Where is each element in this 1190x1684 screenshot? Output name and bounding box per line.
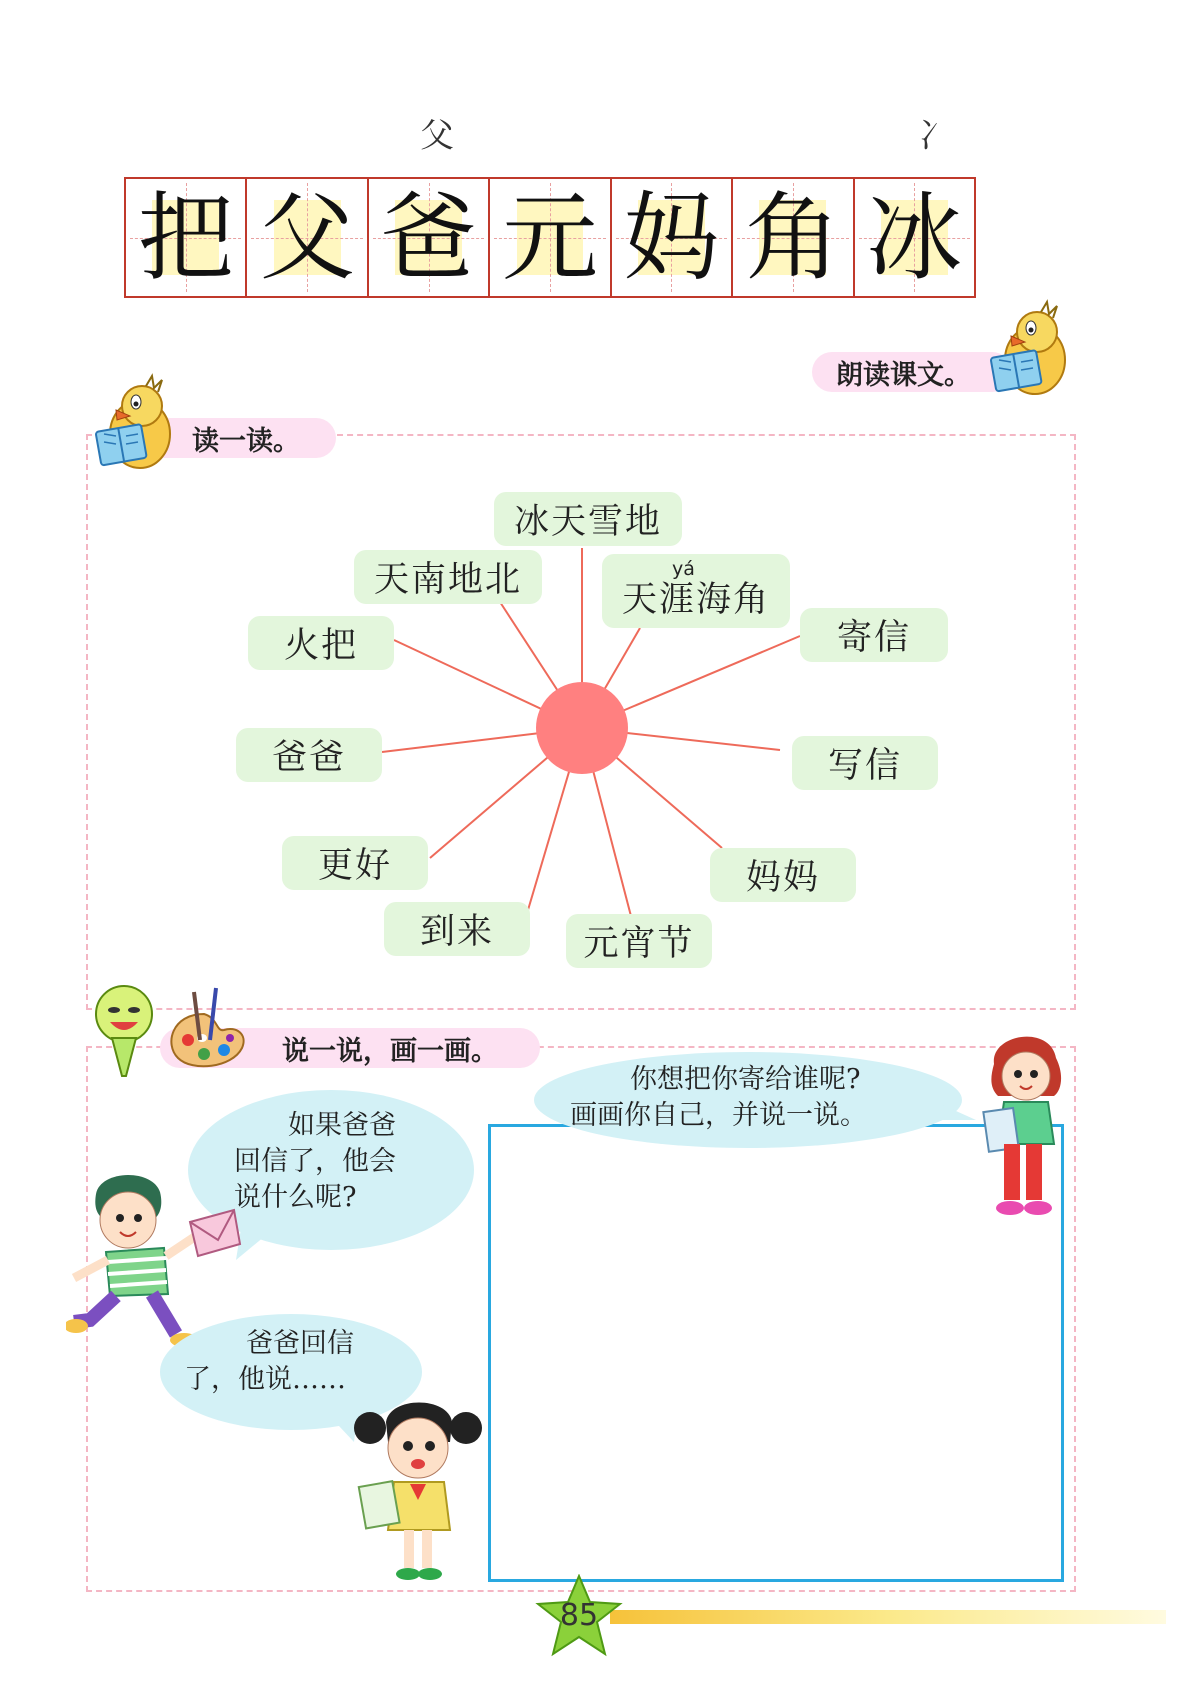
word-yuan-xiao-jie: 元宵节 bbox=[566, 914, 712, 968]
character: 元 bbox=[501, 181, 598, 294]
word-xie-xin: 写信 bbox=[792, 736, 938, 790]
character: 妈 bbox=[623, 181, 720, 294]
character: 角 bbox=[744, 181, 841, 294]
girl-with-pigtails-illustration bbox=[350, 1392, 486, 1586]
drawing-area[interactable] bbox=[488, 1124, 1064, 1582]
talk-draw-label: 说一说，画一画。 bbox=[282, 1035, 498, 1067]
bubble-tail bbox=[936, 1098, 976, 1128]
character: 把 bbox=[137, 181, 234, 294]
character: 父 bbox=[259, 181, 356, 294]
bubble-line: 回信了，他会 bbox=[234, 1146, 396, 1177]
word-tian-ya-hai-jiao: yá 天涯海角 bbox=[602, 554, 790, 628]
bubble-tail bbox=[236, 1222, 286, 1262]
page-number: 85 bbox=[559, 1598, 599, 1633]
word-ba-ba: 爸爸 bbox=[236, 728, 382, 782]
word-dao-lai: 到来 bbox=[384, 902, 530, 956]
palette-icon bbox=[158, 984, 250, 1076]
bubble-line: 了，他说…… bbox=[184, 1364, 346, 1395]
word-tian-nan-di-bei: 天南地北 bbox=[354, 550, 542, 604]
bubble-line: 画画你自己，并说一说。 bbox=[570, 1100, 867, 1131]
read-section-label: 读一读。 bbox=[192, 425, 300, 457]
word-ma-ma: 妈妈 bbox=[710, 848, 856, 902]
girl-with-paper-illustration bbox=[980, 1024, 1072, 1224]
footer-bar bbox=[610, 1610, 1166, 1624]
word-ji-xin: 寄信 bbox=[800, 608, 948, 662]
word-huo-ba: 火把 bbox=[248, 616, 394, 670]
speech-bubble-girl-top bbox=[534, 1052, 962, 1148]
bubble-line: 说什么呢? bbox=[234, 1182, 357, 1213]
bubble-line: 如果爸爸 bbox=[288, 1110, 396, 1141]
radical-fu: 父 bbox=[420, 116, 454, 156]
bubble-line: 你想把你寄给谁呢? bbox=[630, 1064, 861, 1095]
character: 冰 bbox=[866, 181, 963, 294]
microphone-mascot-icon bbox=[84, 980, 166, 1080]
read-aloud-label: 朗读课文。 bbox=[836, 359, 971, 391]
word-bing-tian-xue-di: 冰天雪地 bbox=[494, 492, 682, 546]
word-map-sun bbox=[536, 682, 628, 774]
bubble-line: 爸爸回信 bbox=[246, 1328, 354, 1359]
character: 爸 bbox=[380, 181, 477, 294]
radical-bing: 冫 bbox=[918, 116, 952, 156]
word-geng-hao: 更好 bbox=[282, 836, 428, 890]
pinyin-ya: yá bbox=[672, 558, 695, 580]
